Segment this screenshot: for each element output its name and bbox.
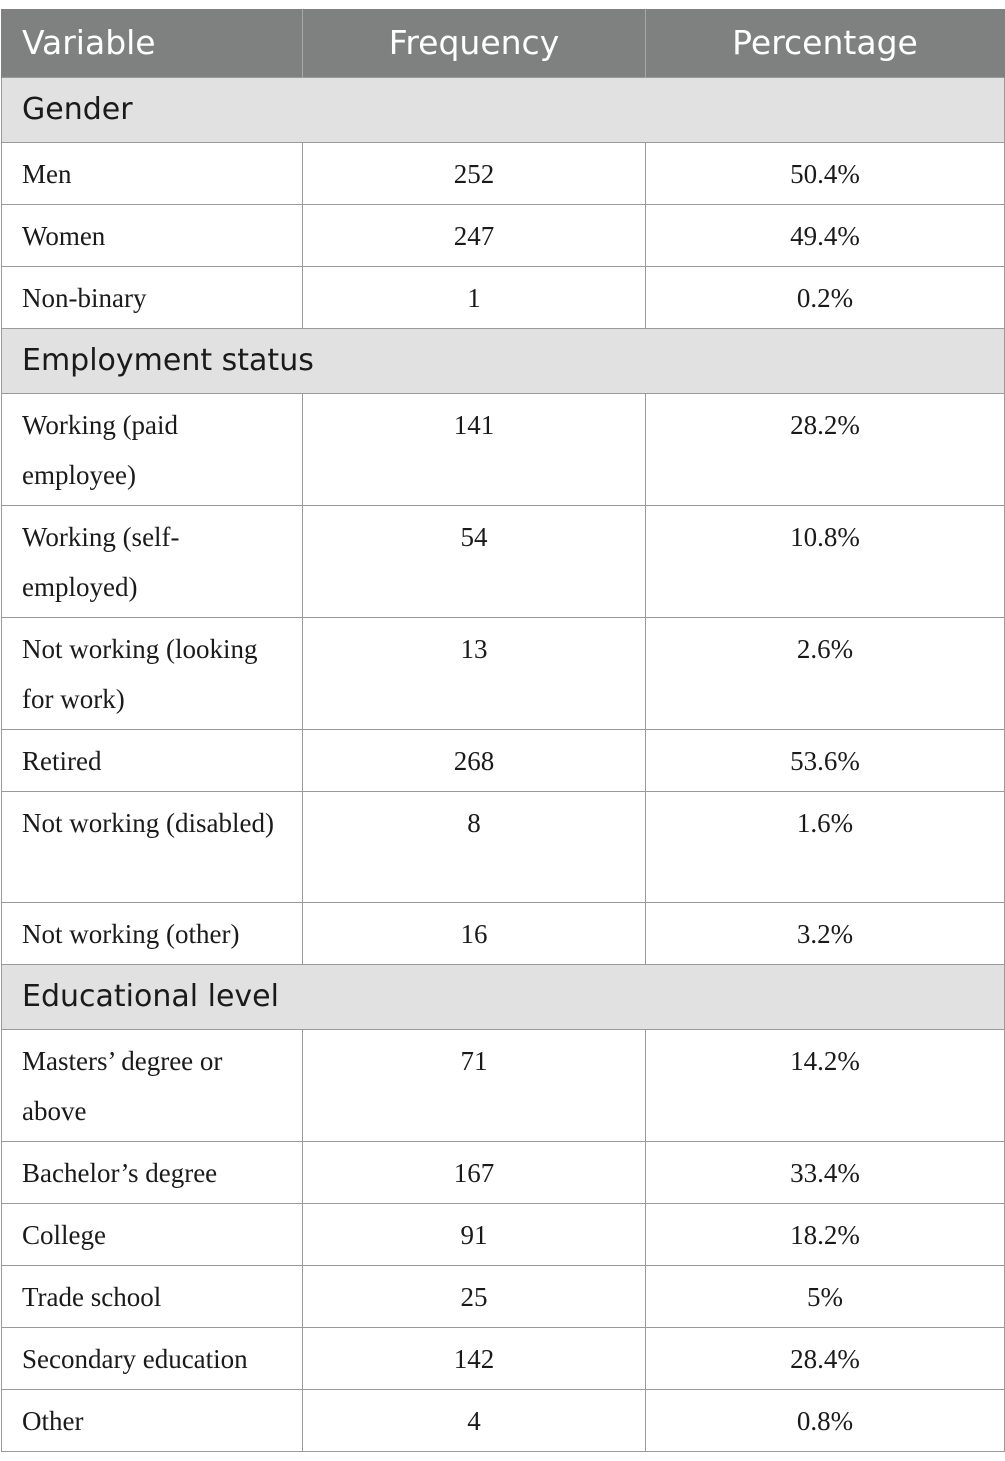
table-row [2,617,1005,729]
table-row [2,1389,1005,1451]
section-title: Gender [2,77,1005,142]
header-row [2,9,1005,77]
row-percentage: 50.4% [646,142,1005,204]
table-row [2,729,1005,791]
table-row [2,266,1005,328]
row-label: Not working (other) [2,902,303,964]
row-label: Working (self-employed) [2,505,303,617]
row-percentage: 18.2% [646,1203,1005,1265]
section-title: Educational level [2,964,1005,1029]
table-row [2,505,1005,617]
row-label: Women [2,204,303,266]
row-label: Not working (looking for work) [2,617,303,729]
row-percentage: 0.8% [646,1389,1005,1451]
row-label: Working (paid employee) [2,393,303,505]
row-label: College [2,1203,303,1265]
table-row [2,1029,1005,1141]
row-label: Non-binary [2,266,303,328]
table-row [2,142,1005,204]
column-header-percentage: Percentage [646,9,1005,77]
row-percentage: 2.6% [646,617,1005,729]
row-percentage: 5% [646,1265,1005,1327]
row-label: Secondary education [2,1327,303,1389]
row-frequency: 1 [303,266,646,328]
row-percentage: 3.2% [646,902,1005,964]
section-employment-status [2,328,1005,393]
column-header-frequency: Frequency [303,9,646,77]
row-frequency: 4 [303,1389,646,1451]
row-frequency: 252 [303,142,646,204]
row-frequency: 13 [303,617,646,729]
row-frequency: 71 [303,1029,646,1141]
row-percentage: 0.2% [646,266,1005,328]
table-row [2,204,1005,266]
table-row [2,791,1005,902]
row-frequency: 91 [303,1203,646,1265]
row-frequency: 167 [303,1141,646,1203]
row-frequency: 16 [303,902,646,964]
section-gender [2,77,1005,142]
row-percentage: 1.6% [646,791,1005,902]
row-label: Masters’ degree or above [2,1029,303,1141]
row-frequency: 268 [303,729,646,791]
row-percentage: 28.4% [646,1327,1005,1389]
row-percentage: 53.6% [646,729,1005,791]
row-percentage: 14.2% [646,1029,1005,1141]
row-label: Not working (disabled) [2,791,303,902]
row-percentage: 33.4% [646,1141,1005,1203]
row-label: Men [2,142,303,204]
row-frequency: 54 [303,505,646,617]
row-percentage: 10.8% [646,505,1005,617]
column-header-variable: Variable [2,9,303,77]
section-educational-level [2,964,1005,1029]
row-label: Bachelor’s degree [2,1141,303,1203]
demographics-table [1,9,1005,1452]
row-frequency: 8 [303,791,646,902]
table-row [2,1203,1005,1265]
row-label: Retired [2,729,303,791]
section-title: Employment status [2,328,1005,393]
table-row [2,1141,1005,1203]
row-label: Other [2,1389,303,1451]
row-frequency: 142 [303,1327,646,1389]
row-percentage: 49.4% [646,204,1005,266]
row-percentage: 28.2% [646,393,1005,505]
row-label: Trade school [2,1265,303,1327]
row-frequency: 25 [303,1265,646,1327]
table-row [2,1327,1005,1389]
table-row [2,902,1005,964]
row-frequency: 247 [303,204,646,266]
table-row [2,393,1005,505]
table-row [2,1265,1005,1327]
row-frequency: 141 [303,393,646,505]
